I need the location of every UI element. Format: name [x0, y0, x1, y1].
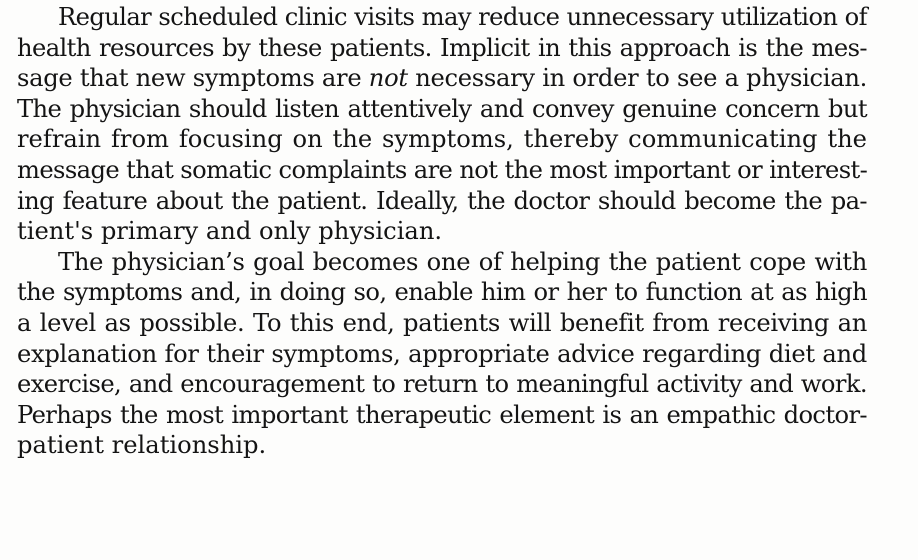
text-line: Perhaps the most important therapeutic element is an empathic doctor-: [17, 400, 867, 429]
emphasized-text: not: [368, 64, 408, 93]
body-text: [17, 2, 867, 461]
text-line: health resources by these patients. Implicit in this approach is the mes-: [17, 33, 867, 62]
text-line: patient relationship.: [17, 431, 267, 460]
paragraph: [17, 247, 867, 461]
text-line: ing feature about the patient. Ideally, the doctor should become the pa-: [17, 186, 867, 215]
text-line: refrain from focusing on the symptoms, thereby communicating the: [17, 125, 867, 154]
text-line: [17, 63, 867, 94]
text-line: exercise, and encouragement to return to meaningful activity and work.: [17, 370, 867, 399]
text-line: the symptoms and, in doing so, enable him or her to function at as high: [17, 278, 867, 307]
text-line: a level as possible. To this end, patients will benefit from receiving an: [17, 308, 867, 337]
text-line: message that somatic complaints are not the most important or interest-: [17, 155, 868, 184]
text-line: tient's primary and only physician.: [17, 217, 443, 246]
text-line: The physician’s goal becomes one of helping the patient cope with: [58, 247, 867, 276]
text-line: The physician should listen attentively and convey genuine concern but: [17, 94, 867, 123]
text-line: Regular scheduled clinic visits may reduce unnecessary utilization of: [58, 3, 867, 31]
text-run: sage that new symptoms are: [17, 64, 369, 93]
text-line: explanation for their symptoms, appropriate advice regarding diet and: [17, 339, 867, 368]
text-run: necessary in order to see a physician.: [407, 64, 867, 93]
paragraph: [17, 2, 867, 247]
